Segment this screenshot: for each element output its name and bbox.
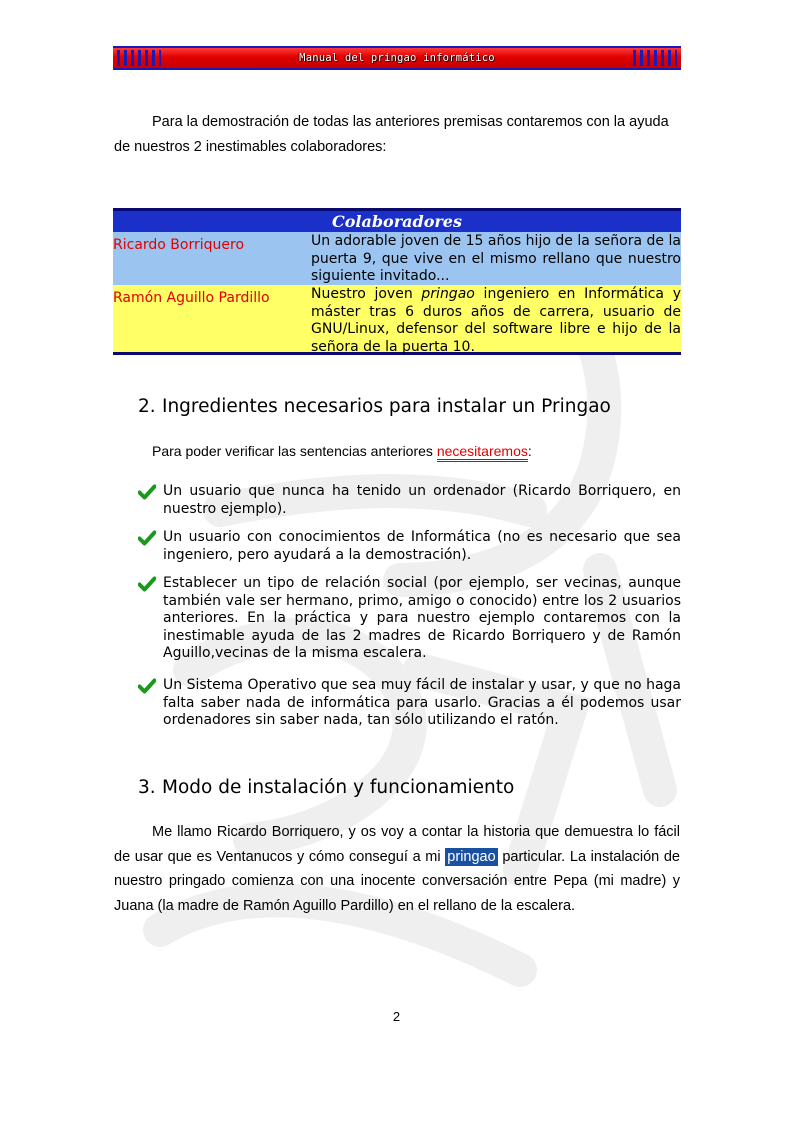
intro-paragraph: Para la demostración de todas las anteriores premisas contaremos con la ayuda de nuestros 2 inestimables colaboradores:: [114, 114, 669, 155]
table-row: [113, 232, 681, 285]
emphasis-link[interactable]: necesitaremos: [437, 443, 528, 462]
table-title: Colaboradores: [113, 208, 681, 232]
checkmark-icon: [138, 576, 156, 592]
section-title: Modo de instalación y funcionamiento: [162, 777, 515, 798]
list-item-text: Un usuario con conocimientos de Informática (no es necesario que sea ingeniero, pero ayudará a la demostración).: [163, 529, 681, 563]
paragraph-text: Me llamo Ricardo Borriquero, y os voy a contar la historia que demuestra lo fácil de usar que es Ventanucos y cómo conseguí a mi: [114, 824, 680, 865]
section-number: 3.: [138, 777, 156, 798]
section-heading: [138, 396, 611, 417]
page-number: 2: [392, 1009, 401, 1024]
collaborators-table: [113, 208, 681, 355]
checkmark-icon: [138, 530, 156, 546]
section-heading: [138, 777, 514, 798]
header-title: Manual del pringao informático: [299, 51, 495, 64]
list-item-text: Establecer un tipo de relación social (por ejemplo, ser vecinas, aunque también vale ser hermano, primo, amigo o conocido) entre los 2 usuarios anteriores. En la práctica y para nuestro ejemplo contaremos con la inestimable ayuda de las 2 madres de Ricardo Borriquero y de Ramón Aguillo,vecinas de la misma escalera.: [163, 575, 681, 661]
highlighted-word[interactable]: pringao: [447, 848, 496, 865]
collaborator-name: Ramón Aguillo Pardillo: [113, 290, 270, 306]
collaborator-name: Ricardo Borriquero: [113, 237, 245, 253]
intro-text: Para poder verificar las sentencias anteriores: [152, 443, 437, 459]
list-item-text: Un usuario que nunca ha tenido un ordenador (Ricardo Borriquero, en nuestro ejemplo).: [163, 483, 681, 517]
list-item-text: Un Sistema Operativo que sea muy fácil de instalar y usar, y que no haga falta saber nada de informática para usarlo. Gracias a él podemos usar ordenadores sin saber nada, tan sólo utilizando el ratón.: [163, 677, 681, 728]
section-number: 2.: [138, 396, 156, 417]
paragraph-text: particular. La instalación de nuestro pringado comienza con una inocente conversación entre Pepa (mi madre) y Juana (la madre de Ramón Aguillo Pardillo) en el rellano de la escalera.: [114, 848, 681, 914]
intro-text: :: [527, 443, 532, 459]
section-intro: [152, 443, 532, 459]
checkmark-icon: [138, 678, 156, 694]
collaborator-description: [311, 285, 681, 355]
collaborator-description: Un adorable joven de 15 años hijo de la señora de la puerta 9, que vive en el mismo rellano que nuestro siguiente invitado...: [311, 233, 681, 284]
description-text: ingeniero en Informática y máster tras 6 duros años de carrera, usuario de GNU/Linux, defensor del software libre e hijo de la señora de la puerta 10.: [311, 286, 681, 355]
header-band: [113, 46, 681, 70]
table-row: [113, 285, 681, 355]
description-italic: pringao: [421, 286, 475, 302]
description-text: Nuestro joven: [311, 286, 422, 302]
section-title: Ingredientes necesarios para instalar un Pringao: [162, 396, 611, 417]
story-paragraph: [114, 820, 680, 918]
checkmark-icon: [138, 484, 156, 500]
